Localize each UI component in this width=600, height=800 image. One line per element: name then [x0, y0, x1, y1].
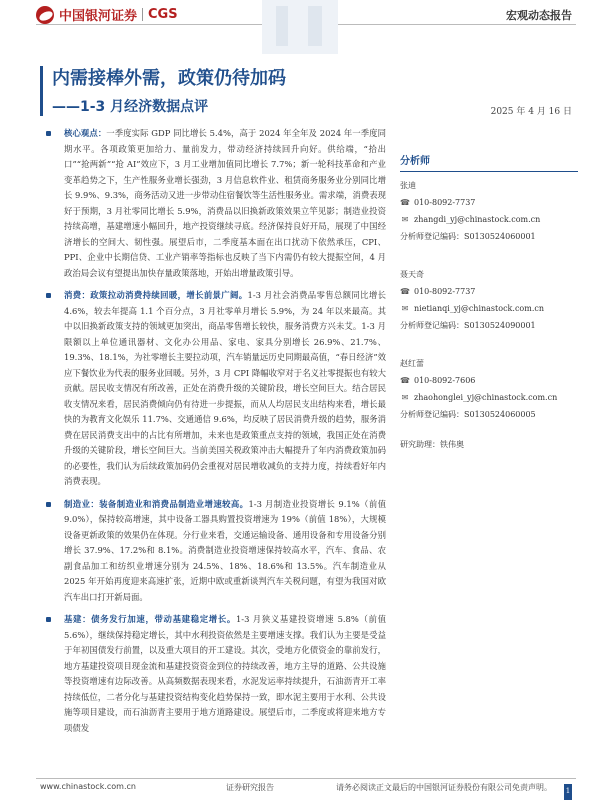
bullet-square-icon: [46, 131, 51, 136]
section-paragraph: [64, 126, 386, 281]
section-lead: 消费：政策拉动消费持续回暖，增长前景广阔。: [64, 290, 248, 300]
report-title: 内需接棒外需，政策仍待加码: [52, 68, 286, 89]
cgs-watermark: [262, 0, 338, 54]
phone-icon: ☎: [400, 287, 410, 296]
analyst-card: [400, 356, 578, 423]
section-infrastructure: [46, 612, 386, 736]
page-number: 1: [564, 784, 572, 800]
envelope-icon: ✉: [401, 304, 409, 313]
logo-separator: [142, 8, 143, 21]
section-paragraph: [64, 497, 386, 606]
analyst-name: 张迪: [400, 181, 416, 190]
analyst-phone-row: [400, 283, 578, 300]
analyst-email[interactable]: zhaohonglei_yj@chinastock.com.cn: [414, 393, 558, 402]
report-type: 宏观动态报告: [506, 9, 572, 22]
report-subtitle: ——1-3 月经济数据点评: [52, 99, 209, 115]
section-text: 1-3 月狭义基建投资增速 5.8%（前值 5.6%），继续保持稳定增长，其中水利投资依然是主要增速支撑。我们认为主要是受益于年初国债发行前置，以及重大项目的开工建设。其次，受地方化债资金的靠前发行，地方基建投资项目现金流和基建投资资金到位的持续改善，地方主导的道路、公共设施等投资增速有边际改善。从高频数据表现来看，水泥发运率持续提升，石油沥青开工率持续低位，二者分化与基建投资结构变化趋势保持一致，即水泥主要用于水利、公共设施等项目建设，而石油沥青主要用于地方道路建设。展望后市，二季度或将迎来地方专项债发: [64, 614, 386, 733]
section-text: 1-3 月社会消费品零售总额同比增长 4.6%，较去年提高 1.1 个百分点，3 月社零单月增长 5.9%，为 24 年以来最高。其中以旧换新政策支持的领域更加突出，商品零售增长较快，服务消费方兴未艾。1-3 月限额以上单位通讯器材、文化办公用品、家电、家具分别增长 26.9%、21.7%、19.3%、18.1%，为社零增长主要拉动项，汽车销量远历史同期最高值，“春日经济”效应下餐饮业为代表的服务业回暖。另外，3 月 CPI 降幅收窄对于名义社零提振也有较大贡献。居民收支情况有所改善，正处在消费升级的关键阶段，增长空间巨大。结合居民收支情况来看，居民消费倾向仍有待进一步提振，而从人均居民支出结构来看，增长最快的为教育文化娱乐 11.7%、交通通信 9.6%，均反映了居民消费升级的趋势，服务消费在居民消费支出中的占比有所增加，未来也是政策重点支持的领域，我国正处在消费升级的关键阶段，增长空间巨大。当前美国关税政策冲击大幅提升了年内消费政策加码的必要性，我们认为后续政策加码仍会重视对居民增收减负的支持力度，持续看好年内消费表现。: [64, 290, 387, 486]
phone-icon: ☎: [400, 198, 410, 207]
brand-logo: [36, 5, 178, 24]
footer-divider: [36, 778, 576, 779]
research-assistant: 研究助理：铁伟奥: [400, 440, 464, 449]
analyst-cert: 分析师登记编码：S0130524060001: [400, 232, 536, 241]
analyst-phone: 010-8092-7606: [414, 376, 476, 385]
section-lead: 基建：债务发行加速，带动基建稳定增长。: [64, 614, 236, 624]
brand-name-cn: 中国银河证券: [59, 9, 138, 24]
report-date: 2025 年 4 月 16 日: [490, 107, 572, 117]
analyst-phone-row: [400, 372, 578, 389]
section-text: 1-3 月制造业投资增长 9.1%（前值 9.0%），保持较高增速，其中设备工器具购置投资增速为 19%（前值 18%），大规模设备更新政策的效果仍在体现。分行业来看，交通运输设备、通用设备和专用设备分别增长 37.9%、17.2%和 8.1%。消费制造业投资增速保持较高水平，汽车、食品、农副食品加工和纺织业增速分别为 24.5%、18%、18.6%和 13.5%。汽车制造业从 2025 年开始再度迎来高速扩张，近期中欧或重新谈判汽车关税问题，有望为我国对欧汽车出口打开新局面。: [64, 498, 386, 602]
bullet-square-icon: [46, 502, 51, 507]
bullet-square-icon: [46, 293, 51, 298]
analyst-card: [400, 178, 578, 245]
analyst-phone: 010-8092-7737: [414, 287, 476, 296]
title-accent-bar: [40, 66, 43, 116]
section-lead: 制造业：装备制造业和消费品制造业增速较高。: [64, 498, 249, 509]
section-consumption: [46, 288, 386, 490]
analyst-phone-row: [400, 194, 578, 211]
section-manufacturing: [46, 497, 386, 606]
footer-doc-type: 证券研究报告: [226, 783, 274, 792]
analyst-email[interactable]: nietianqi_yj@chinastock.com.cn: [414, 304, 544, 313]
analyst-email-row: [400, 300, 578, 317]
section-core-view: [46, 126, 386, 281]
brand-name-en: CGS: [148, 7, 178, 22]
analyst-email-row: [400, 211, 578, 228]
phone-icon: ☎: [400, 376, 410, 385]
envelope-icon: ✉: [401, 393, 409, 402]
analyst-cert: 分析师登记编码：S0130524060005: [400, 410, 536, 419]
logo-mark-icon: [36, 6, 54, 24]
analyst-card: [400, 267, 578, 334]
sidebar-divider: [400, 171, 578, 172]
envelope-icon: ✉: [401, 215, 409, 224]
section-text: 一季度实际 GDP 同比增长 5.4%，高于 2024 年全年及 2024 年一季度同期水平。各项政策更加给力、量前发力，带动经济持续回升向好。供给端，“拾出口”“抢两新”“抢 AI”效应下，3 月工业增加值同比增长 7.7%；新一轮科技革命和产业变革趋势之下，生产性服务业增长强劲，3 月信息软件业、租赁商务服务业分别同比增长 9.9%、9.3%，商务活动又进一步带动住宿餐饮等生活性服务业。需求端，消费表现好于预期，3 月社零同比增长 5.9%，消费品以旧换新政策效果立竿见影；制造业投资持续高增，基建增速小幅回升，地产投资继续寻底。经济保持良好开局，展现了中国经济增长的空间大、韧性强。展望后市，二季度基本面在出口扰动下依然承压，CPI、PPI、企业中长期信贷、工业产销率等指标也反映了当下内需仍有较大提振空间，4 月政治局会议有望提出加快存量政策落地，开始出增量政策引导。: [64, 128, 387, 278]
footer-website-link[interactable]: www.chinastock.com.cn: [40, 782, 136, 791]
analyst-email-row: [400, 389, 578, 406]
analyst-sidebar: [400, 152, 578, 450]
analyst-name: 聂天奇: [400, 270, 424, 279]
section-lead: 核心观点：: [64, 128, 107, 138]
footer-disclaimer: 请务必阅读正文最后的中国银河证券股份有限公司免责声明。: [336, 783, 552, 792]
analyst-cert: 分析师登记编码：S0130524090001: [400, 321, 536, 330]
analyst-phone: 010-8092-7737: [414, 198, 476, 207]
main-body: [46, 126, 386, 743]
bullet-square-icon: [46, 617, 51, 622]
section-paragraph: [64, 612, 386, 736]
analyst-heading: 分析师: [400, 156, 430, 167]
section-paragraph: [64, 288, 386, 490]
analyst-email[interactable]: zhangdi_yj@chinastock.com.cn: [414, 215, 541, 224]
analyst-name: 赵红蕾: [400, 359, 424, 368]
